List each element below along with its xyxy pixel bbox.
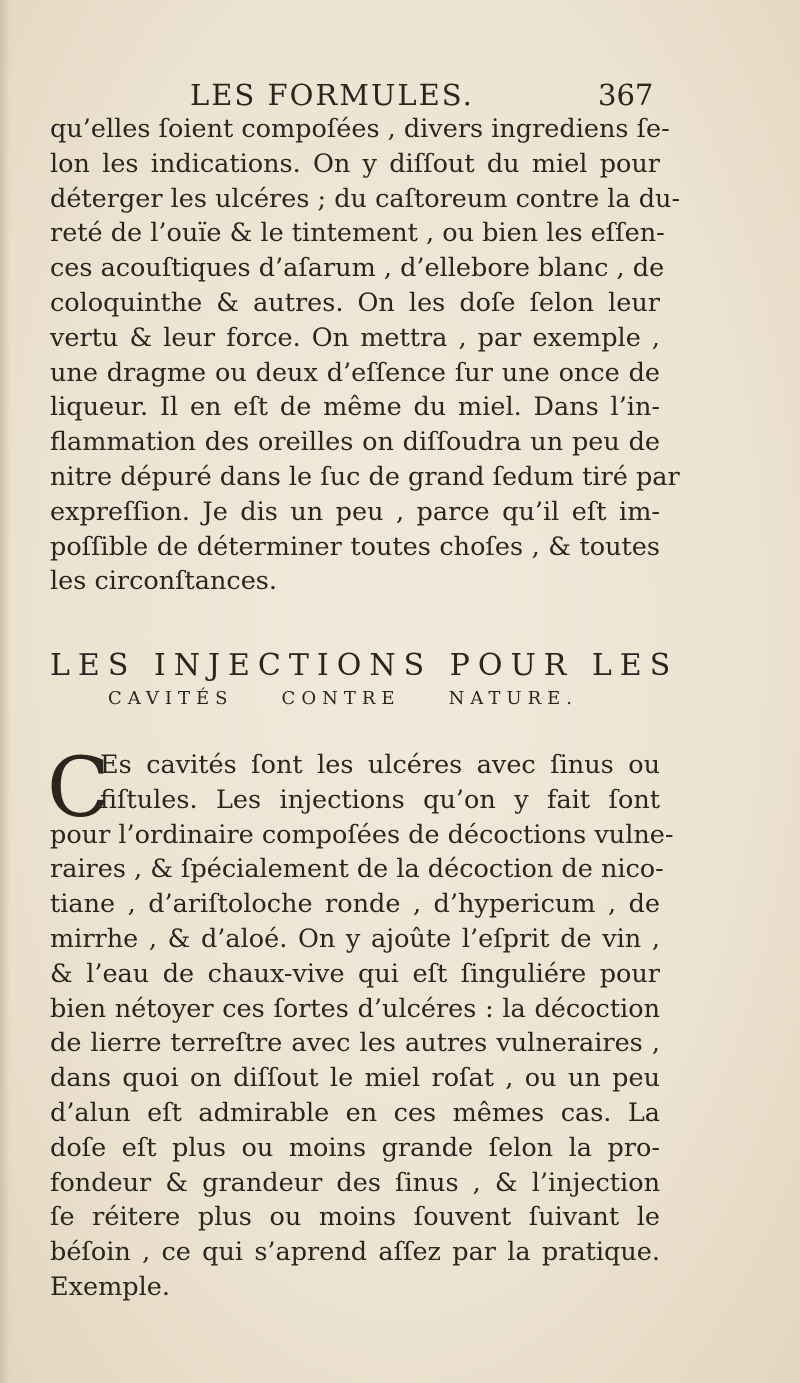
text-line: fiſtules. Les injections qu’on y fait ſont [100,784,660,815]
text-line: béſoin , ce qui s’aprend aſſez par la pratique. [50,1237,660,1268]
running-head-title: LES FORMULES. [190,78,474,112]
paragraph-injections [50,748,674,1305]
text-line: déterger les ulcéres ; du caſtoreum contre la du- [50,183,681,214]
text-line: une dragme ou deux d’eſſence ſur une once de [50,357,660,388]
text-line: raires , & ſpécialement de la décoction de nico- [50,854,664,885]
drop-cap: C [47,741,110,836]
text-line: poſſible de déterminer toutes choſes , & toutes [50,531,660,562]
section-subheading: CAVITÉS CONTRE NATURE. [108,688,578,709]
text-line: les circonſtances. [50,566,277,597]
text-line: ces acouſtiques d’aſarum , d’ellebore blanc , de [50,253,665,284]
text-line: nitre dépuré dans le ſuc de grand ſedum tiré par [50,461,680,492]
text-line: Es cavités ſont les ulcéres avec ſinus ou [100,750,660,780]
text-line: tiane , d’ariſtoloche ronde , d’hypericum , de [50,889,660,920]
text-line: reté de l’ouïe & le tintement , ou bien les eſſen- [50,218,665,249]
section-heading: LES INJECTIONS POUR LES [50,648,679,683]
text-line: expreſſion. Je dis un peu , parce qu’il eſt im- [50,496,660,527]
paragraph-continuation [50,112,681,599]
text-line: vertu & leur force. On mettra , par exemple , [50,322,660,353]
text-line: & l’eau de chaux-vive qui eſt ſinguliére pour [50,958,660,989]
text-line: flammation des oreilles on diſſoudra un peu de [50,427,660,458]
text-line: dans quoi on diſſout le miel roſat , ou un peu [50,1063,660,1094]
page-edge-shadow [0,0,10,1383]
text-line: liqueur. Il en eſt de même du miel. Dans l’in- [50,392,660,423]
text-line: ſe réitere plus ou moins ſouvent ſuivant le [50,1202,660,1233]
text-line: doſe eſt plus ou moins grande ſelon la pro- [50,1132,660,1163]
text-line: bien nétoyer ces ſortes d’ulcéres : la décoction [50,993,660,1024]
text-line: lon les indications. On y diſſout du miel pour [50,148,660,179]
text-line: de lierre terreſtre avec les autres vulneraires , [50,1028,660,1059]
text-line: fondeur & grandeur des ſinus , & l’injection [50,1167,660,1198]
text-line: pour l’ordinaire compoſées de décoctions vulne- [50,819,674,850]
page-number: 367 [598,78,654,112]
text-line: coloquinthe & autres. On les doſe ſelon leur [50,287,660,318]
text-line: qu’elles ſoient compoſées , divers ingrediens ſe- [50,114,670,144]
text-line: Exemple. [50,1271,170,1302]
text-line: d’alun eſt admirable en ces mêmes cas. La [50,1097,660,1128]
text-line: mirrhe , & d’aloé. On y ajoûte l’eſprit de vin , [50,923,660,954]
